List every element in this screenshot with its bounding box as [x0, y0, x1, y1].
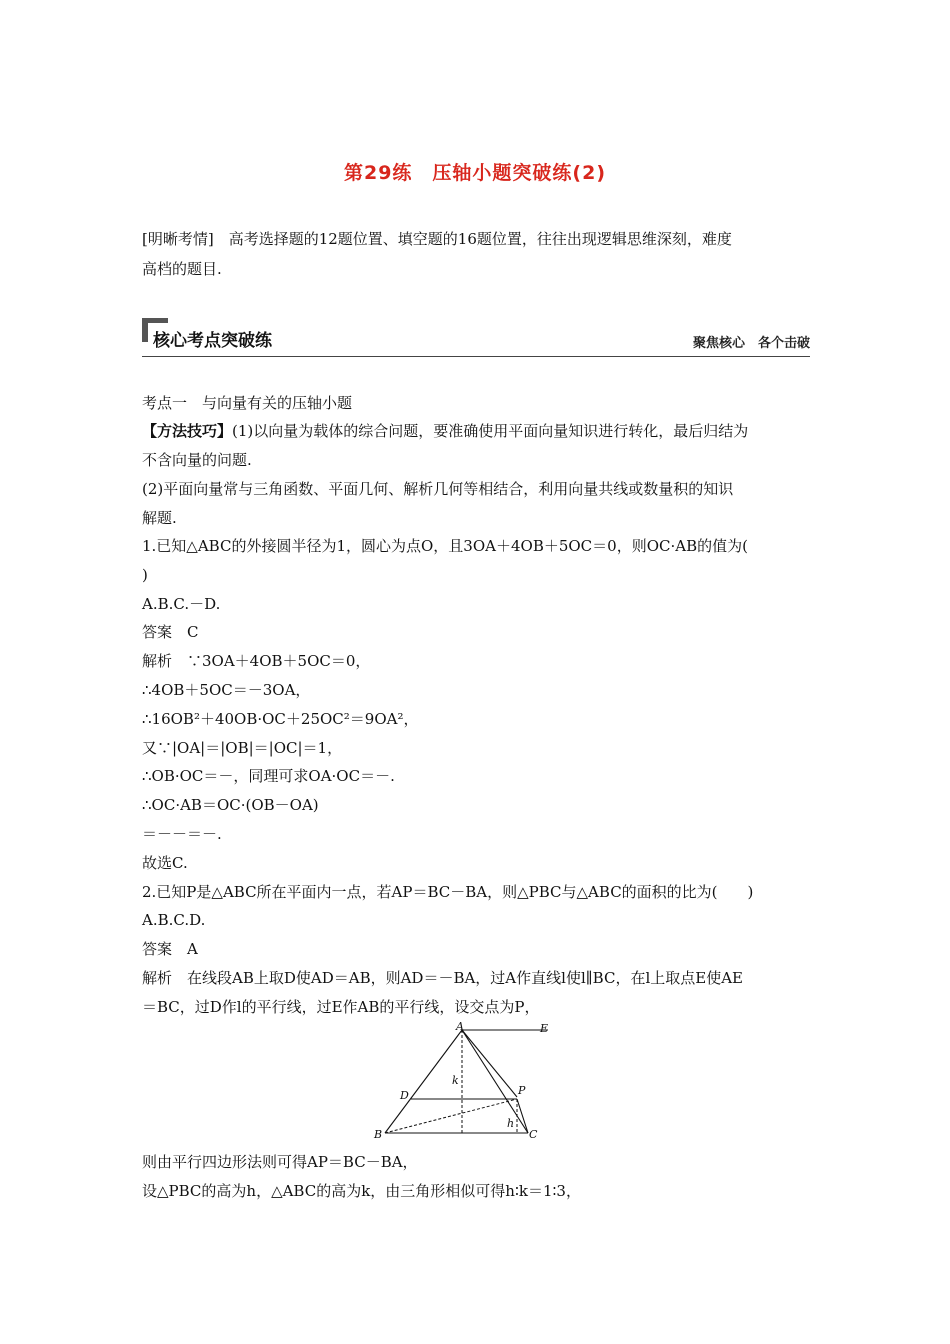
section-header	[142, 318, 810, 358]
q2-answer: 答案 A	[142, 940, 198, 958]
q1-solution-line: ∴OC·AB＝OC·(OB－OA)	[142, 796, 319, 814]
topic-heading: 考点一 与向量有关的压轴小题	[142, 394, 353, 412]
q1-answer: 答案 C	[142, 623, 199, 641]
q2-solution-line: 解析 在线段AB上取D使AD＝AB，则AD＝－BA，过A作直线l使l∥BC，在l上取点E使AE	[142, 969, 743, 987]
line-PC	[517, 1099, 528, 1133]
label-A: A	[456, 1022, 464, 1033]
q1-stem: 1.已知△ABC的外接圆半径为1，圆心为点O，且3OA＋4OB＋5OC＝0，则OC·AB的值为(	[142, 537, 748, 555]
geometry-figure	[370, 1022, 550, 1142]
method-line-2: 不含向量的问题.	[142, 451, 252, 469]
q1-stem-cont: )	[142, 566, 148, 584]
label-C: C	[529, 1128, 538, 1141]
q2-options: A.B.C.D.	[142, 911, 206, 929]
q1-options: A.B.C.－D.	[142, 595, 221, 613]
q2-solution-line: ＝BC，过D作l的平行线，过E作AB的平行线，设交点为P，	[142, 998, 540, 1016]
q2-stem: 2.已知P是△ABC所在平面内一点，若AP＝BC－BA，则△PBC与△ABC的面积的比为( )	[142, 883, 754, 901]
label-B: B	[374, 1128, 383, 1141]
label-k: k	[452, 1074, 459, 1087]
line-AC	[462, 1030, 528, 1133]
line-BP	[385, 1099, 517, 1133]
intro-line-1: [明晰考情] 高考选择题的12题位置、填空题的16题位置，往往出现逻辑思维深刻，难度	[142, 230, 732, 248]
page-title: 第29练 压轴小题突破练(2)	[343, 162, 607, 184]
label-P: P	[518, 1084, 526, 1097]
corner-mark-horizontal	[142, 318, 168, 323]
q1-solution-line: 解析 ∵3OA＋4OB＋5OC＝0，	[142, 652, 371, 670]
label-D: D	[400, 1089, 409, 1102]
section-title: 核心考点突破练	[153, 331, 272, 351]
line-AB	[385, 1030, 462, 1133]
label-E: E	[540, 1022, 549, 1035]
q1-solution-line: 故选C.	[142, 854, 188, 872]
q1-solution-line: ∴16OB²＋40OB·OC＋25OC²＝9OA²，	[142, 710, 419, 728]
q2-solution-line: 设△PBC的高为h，△ABC的高为k，由三角形相似可得h∶k＝1∶3，	[142, 1182, 581, 1200]
section-divider	[142, 356, 810, 357]
method-line-1	[142, 416, 812, 446]
q2-solution-line: 则由平行四边形法则可得AP＝BC－BA，	[142, 1153, 418, 1171]
label-h: h	[507, 1117, 515, 1130]
q1-solution-line: ＝－－＝－.	[142, 825, 222, 843]
method-label: 【方法技巧】	[142, 422, 233, 440]
method-line-4: 解题.	[142, 509, 177, 527]
q1-solution-line: ∴4OB＋5OC＝－3OA，	[142, 681, 311, 699]
section-subtitle: 聚焦核心 各个击破	[692, 336, 810, 351]
q1-solution-line: 又∵|OA|＝|OB|＝|OC|＝1，	[142, 739, 343, 757]
q1-solution-line: ∴OB·OC＝－，同理可求OA·OC＝－.	[142, 767, 395, 785]
method-line-3: (2)平面向量常与三角函数、平面几何、解析几何等相结合，利用向量共线或数量积的知识	[142, 480, 734, 498]
method-text-1: (1)以向量为载体的综合问题，要准确使用平面向量知识进行转化，最后归结为	[232, 422, 749, 440]
line-AP	[462, 1030, 517, 1097]
intro-line-2: 高档的题目.	[142, 260, 222, 278]
